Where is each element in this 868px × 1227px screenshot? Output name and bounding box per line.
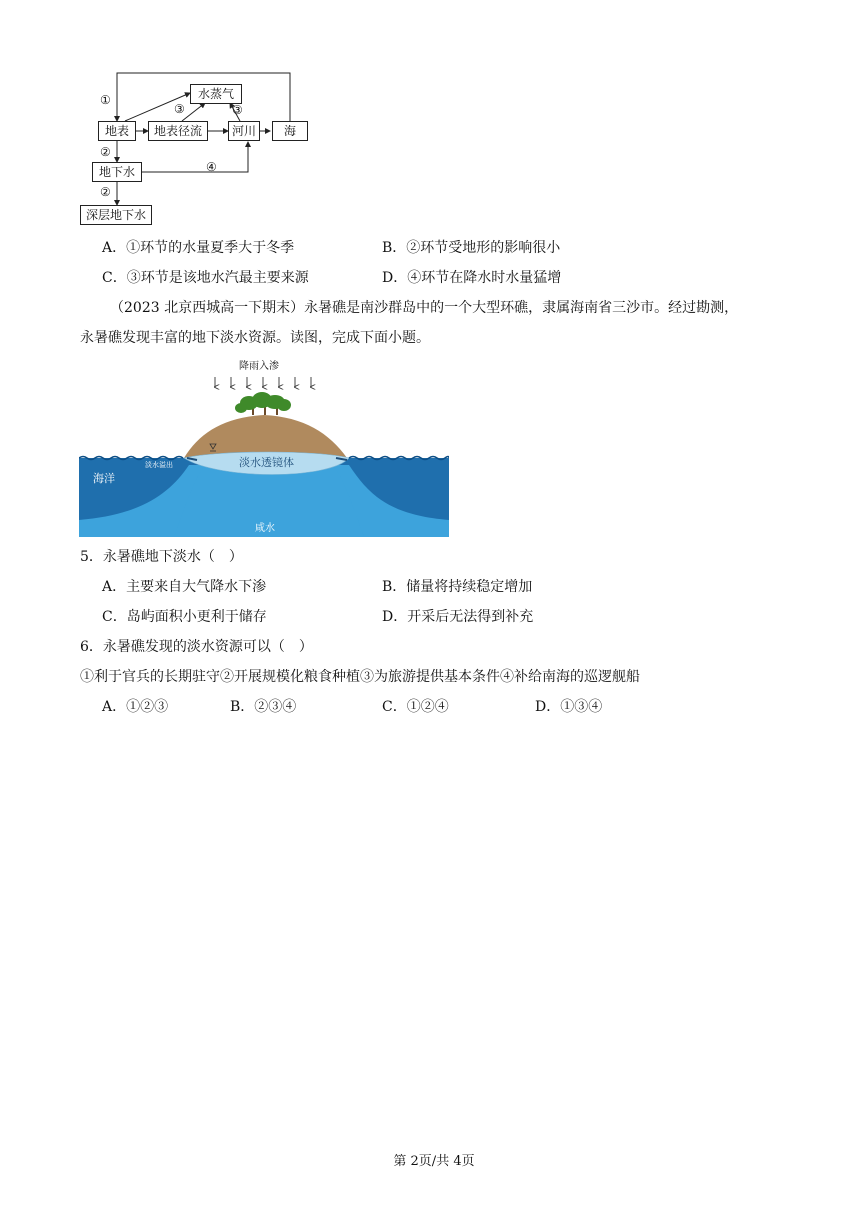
prev-option-b	[382, 238, 560, 258]
option-text: ①②④	[406, 699, 449, 715]
q5-option-b	[382, 577, 532, 597]
option-text: ④环节在降水时水量猛增	[407, 270, 562, 286]
intro-line-2: 永暑礁发现丰富的地下淡水资源。读图，完成下面小题。	[80, 330, 430, 346]
marker-2-upper: ②	[100, 145, 111, 159]
page-number: 第 2页/共 4页	[393, 1154, 475, 1169]
node-deep-groundwater: 深层地下水	[80, 205, 152, 225]
node-runoff: 地表径流	[148, 121, 208, 141]
marker-3-runoff: ③	[174, 102, 185, 116]
option-text: ①环节的水量夏季大于冬季	[126, 240, 295, 256]
option-text: 主要来自大气降水下渗	[126, 579, 267, 595]
option-letter: A．	[102, 579, 127, 595]
q5-stem: 5．永暑礁地下淡水（ ）	[80, 549, 243, 565]
node-surface: 地表	[98, 121, 136, 141]
q5-option-d	[382, 607, 533, 627]
q6-stem: 6．永暑礁发现的淡水资源可以（ ）	[80, 639, 313, 655]
freshwater-lens-diagram	[79, 355, 449, 537]
marker-2-lower: ②	[100, 185, 111, 199]
prev-option-a	[102, 238, 294, 258]
island-soil	[184, 415, 347, 458]
option-letter: A．	[102, 240, 127, 256]
q6-option-d	[535, 697, 602, 717]
q6-option-a	[102, 697, 168, 717]
q6-statements: ①利于官兵的长期驻守②开展规模化粮食种植③为旅游提供基本条件④补给南海的巡逻舰船	[80, 669, 640, 685]
overflow-label: 淡水溢出	[145, 461, 173, 469]
prev-option-c	[102, 268, 309, 288]
option-letter: A．	[102, 699, 127, 715]
node-groundwater: 地下水	[92, 162, 142, 182]
option-letter: C．	[382, 699, 407, 715]
intro-line-1: （2023 北京西城高一下期末）永暑礁是南沙群岛中的一个大型环礁，隶属海南省三沙市。经过勘测，	[110, 300, 739, 316]
option-text: 储量将持续稳定增加	[406, 579, 533, 595]
q5-option-a	[102, 577, 266, 597]
option-letter: C．	[102, 609, 127, 625]
option-text: ①③④	[560, 699, 603, 715]
option-letter: D．	[535, 699, 561, 715]
lens-label: 淡水透镜体	[239, 456, 294, 469]
node-vapor: 水蒸气	[190, 84, 242, 104]
lens-illustration	[79, 355, 449, 537]
q5-option-c	[102, 607, 267, 627]
saltwater-label: 咸水	[255, 523, 275, 534]
option-text: 开采后无法得到补充	[407, 609, 534, 625]
q6-option-c	[382, 697, 449, 717]
rain-label: 降雨入渗	[239, 361, 279, 372]
node-river: 河川	[228, 121, 260, 141]
marker-1: ①	[100, 93, 111, 107]
option-text: ②③④	[254, 699, 297, 715]
q6-option-b	[230, 697, 296, 717]
marker-3-river: ③	[232, 103, 243, 117]
option-text: ③环节是该地水汽最主要来源	[126, 270, 309, 286]
option-letter: B．	[382, 579, 407, 595]
tree-icon	[235, 392, 291, 415]
rain-arrows	[215, 377, 311, 387]
node-sea: 海	[272, 121, 308, 141]
option-letter: D．	[382, 270, 408, 286]
option-text: 岛屿面积小更利于储存	[126, 609, 267, 625]
option-text: ①②③	[126, 699, 169, 715]
ocean-label: 海洋	[93, 472, 115, 485]
prev-option-d	[382, 268, 561, 288]
marker-4: ④	[206, 160, 217, 174]
option-letter: C．	[102, 270, 127, 286]
option-letter: D．	[382, 609, 408, 625]
water-cycle-flowchart	[70, 65, 320, 230]
option-letter: B．	[230, 699, 255, 715]
option-text: ②环节受地形的影响很小	[406, 240, 561, 256]
option-letter: B．	[382, 240, 407, 256]
